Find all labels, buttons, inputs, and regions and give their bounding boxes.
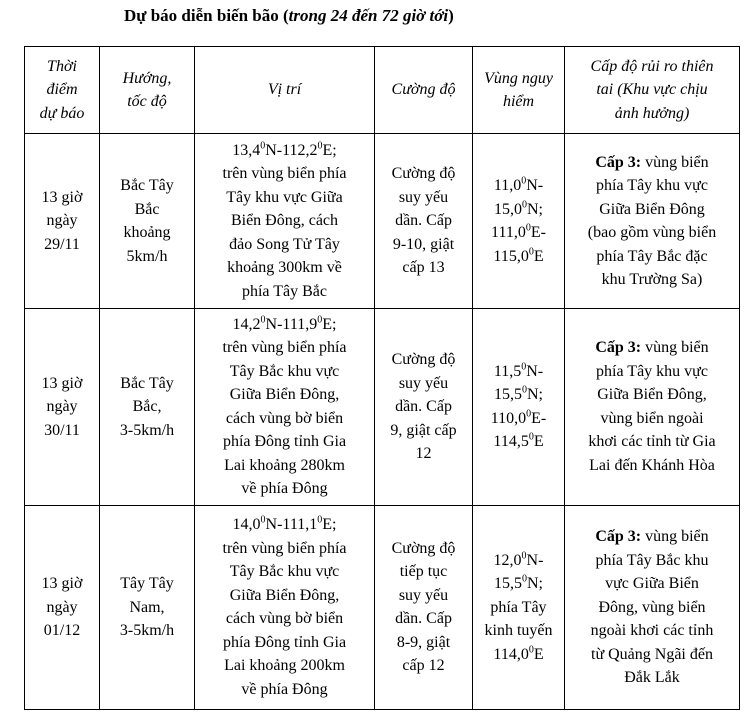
cell-danger-zone — [473, 505, 565, 709]
cell-position-line: Lai khoảng 200km — [224, 657, 345, 675]
cell-risk-level-line: Lai đến Khánh Hòa — [589, 456, 715, 474]
header-risk-level-line: Cấp độ rủi ro thiên — [590, 57, 714, 75]
cell-intensity-line: Cường độ — [391, 539, 456, 557]
cell-position-line: cách vùng bờ biển — [225, 610, 344, 628]
cell-direction-line: Bắc — [134, 200, 160, 218]
cell-danger-zone-line: 114,5$^0$E — [493, 432, 544, 451]
cell-risk-level-line: phía Tây Bắc khu — [595, 551, 709, 569]
cell-danger-zone-line: 15,5$^0$N; — [494, 385, 543, 404]
cell-risk-level-line: Đông, vùng biển — [598, 598, 706, 616]
cell-position-line: về phía Đông — [241, 480, 328, 498]
risk-level-label: Cấp 3: — [595, 153, 642, 171]
table-body — [25, 134, 740, 710]
cell-risk-level — [565, 309, 740, 505]
header-intensity-line: Cường độ — [391, 81, 456, 99]
cell-risk-level-line: ngoài khơi các tỉnh — [590, 622, 714, 640]
header-time-line: điểm — [46, 81, 78, 99]
cell-intensity-line: 8-9, giật — [396, 633, 451, 651]
cell-risk-level-line: khu Trường Sa) — [601, 271, 703, 289]
cell-time — [25, 505, 100, 709]
cell-intensity-line: 9-10, giật — [392, 235, 455, 253]
header-position-line: Vị trí — [267, 81, 302, 99]
cell-risk-level — [565, 134, 740, 309]
cell-intensity-line: 9, giật cấp — [390, 421, 457, 439]
cell-time-line: 30/11 — [44, 421, 80, 439]
cell-direction-line: Nam, — [129, 598, 165, 616]
cell-risk-level-line: (bao gồm vùng biển — [587, 224, 717, 242]
cell-intensity — [375, 134, 473, 309]
cell-danger-zone-line: 115,0$^0$E — [493, 246, 544, 265]
cell-danger-zone-line: 11,0$^0$N- — [493, 175, 544, 195]
risk-level-label: Cấp 3: — [595, 339, 642, 357]
cell-intensity-line: dần. Cấp — [395, 610, 452, 628]
cell-risk-level-line: Giữa Biển Đông — [599, 200, 705, 218]
header-danger-zone-line: hiểm — [502, 93, 535, 110]
header-time-line: dự báo — [39, 104, 85, 122]
cell-position-line: Tây Bắc khu vực — [229, 563, 340, 581]
cell-direction-line: Bắc, — [132, 398, 162, 416]
cell-intensity-line: dần. Cấp — [395, 212, 452, 230]
cell-intensity — [375, 309, 473, 505]
cell-intensity-line: cấp 12 — [402, 657, 445, 675]
cell-risk-level-line: phía Tây Bắc đặc — [596, 247, 708, 265]
header-intensity — [375, 47, 473, 134]
cell-time-line: ngày — [46, 398, 78, 416]
cell-direction — [100, 309, 195, 505]
cell-direction — [100, 505, 195, 709]
header-direction-line: Hướng, — [122, 69, 172, 87]
cell-position-line: 13,4$^0$N-112,2$^0$E; — [232, 140, 337, 159]
cell-time-line: ngày — [46, 598, 78, 616]
title-italic: trong 24 đến 72 giờ tới — [288, 6, 449, 25]
page-title — [124, 6, 454, 26]
table-row — [25, 309, 740, 505]
cell-time-line: ngày — [46, 212, 78, 230]
cell-intensity-line: 12 — [415, 445, 432, 463]
cell-position-line: Giữa Biển Đông, — [229, 386, 340, 404]
cell-danger-zone-line: 15,5$^0$N; — [494, 573, 543, 593]
cell-danger-zone-line: 12,0$^0$N- — [493, 550, 544, 569]
cell-position-line: Biển Đông, cách — [230, 212, 339, 230]
cell-risk-level-line: Cấp 3: vùng biển — [595, 153, 709, 171]
cell-risk-level-line: Giữa Biển Đông, — [597, 386, 707, 404]
cell-position-line: cách vùng bờ biển — [225, 409, 344, 427]
cell-risk-level-line: vực Giữa Biển — [605, 575, 699, 593]
cell-time-line: 13 giờ — [41, 374, 83, 392]
header-position — [195, 47, 375, 134]
cell-time — [25, 134, 100, 309]
cell-danger-zone — [473, 309, 565, 505]
cell-position-line: trên vùng biển phía — [222, 539, 347, 557]
cell-intensity-line: Cường độ — [391, 165, 456, 183]
cell-danger-zone-line: phía Tây — [490, 598, 547, 616]
cell-direction-line: 3-5km/h — [119, 622, 175, 640]
cell-intensity — [375, 505, 473, 709]
cell-risk-level-line: phía Tây khu vực — [596, 177, 708, 195]
cell-position-line: Tây khu vực Giữa — [226, 188, 343, 206]
header-risk-level — [565, 47, 740, 134]
cell-position-line: phía Đông tỉnh Gia — [222, 433, 347, 451]
title-main: Dự báo diễn biến bão ( — [124, 6, 289, 25]
header-danger-zone-line: Vùng nguy — [484, 69, 553, 87]
cell-time-line: 13 giờ — [41, 188, 83, 206]
cell-direction — [100, 134, 195, 309]
header-time — [25, 47, 100, 134]
cell-position-line: Giữa Biển Đông, — [229, 586, 340, 604]
cell-position — [195, 309, 375, 505]
cell-position-line: Tây Bắc khu vực — [229, 362, 340, 380]
cell-position-line: phía Tây Bắc — [241, 282, 327, 300]
cell-time-line: 13 giờ — [41, 575, 83, 593]
cell-direction-line: Bắc Tây — [120, 177, 174, 195]
cell-time-line: 29/11 — [44, 235, 80, 253]
title-close: ) — [448, 6, 454, 25]
forecast-table — [24, 46, 740, 710]
table-header-row — [25, 47, 740, 134]
cell-direction-line: khoảng — [123, 224, 171, 242]
table-row — [25, 134, 740, 309]
cell-position — [195, 505, 375, 709]
cell-time — [25, 309, 100, 505]
cell-danger-zone-line: 111,0$^0$E- — [491, 222, 546, 242]
cell-intensity-line: suy yếu — [398, 188, 449, 206]
cell-danger-zone — [473, 134, 565, 309]
cell-risk-level-line: Cấp 3: vùng biển — [595, 528, 709, 546]
cell-position — [195, 134, 375, 309]
cell-direction-line: 5km/h — [126, 247, 168, 265]
table-row — [25, 505, 740, 709]
cell-risk-level-line: từ Quảng Ngãi đến — [591, 645, 713, 663]
cell-position-line: phía Đông tỉnh Gia — [222, 633, 347, 651]
cell-risk-level-line: phía Tây khu vực — [596, 362, 708, 380]
header-time-line: Thời — [47, 57, 77, 75]
cell-time-line: 01/12 — [43, 622, 81, 640]
cell-risk-level-line: Cấp 3: vùng biển — [595, 339, 709, 357]
header-danger-zone — [473, 47, 565, 134]
cell-intensity-line: suy yếu — [398, 374, 449, 392]
cell-position-line: trên vùng biển phía — [222, 339, 347, 357]
cell-position-line: Lai khoảng 280km — [224, 456, 345, 474]
cell-position-line: trên vùng biển phía — [222, 165, 347, 183]
cell-direction-line: Tây Tây — [120, 575, 174, 593]
header-risk-level-line: ảnh hưởng) — [614, 104, 690, 122]
cell-risk-level-line: vùng biển ngoài — [600, 409, 704, 427]
cell-position-line: đảo Song Tử Tây — [229, 235, 340, 253]
risk-level-label: Cấp 3: — [595, 528, 642, 546]
header-direction-line: tốc độ — [127, 93, 167, 110]
cell-danger-zone-line: 114,0$^0$E — [493, 644, 544, 663]
cell-intensity-line: Cường độ — [391, 351, 456, 369]
cell-position-line: 14,2$^0$N-111,9$^0$E; — [232, 314, 337, 333]
cell-danger-zone-line: 15,0$^0$N; — [494, 199, 543, 218]
cell-danger-zone-line: kinh tuyến — [484, 622, 553, 640]
cell-position-line: về phía Đông — [241, 680, 328, 698]
cell-direction-line: Bắc Tây — [120, 374, 174, 392]
cell-direction-line: 3-5km/h — [119, 421, 175, 439]
cell-risk-level-line: Đắk Lắk — [624, 669, 680, 687]
cell-danger-zone-line: 11,5$^0$N- — [493, 361, 544, 380]
cell-risk-level-line: khơi các tỉnh từ Gia — [588, 433, 716, 451]
cell-danger-zone-line: 110,0$^0$E- — [490, 408, 547, 427]
cell-position-line: khoảng 300km về — [227, 259, 342, 277]
cell-intensity-line: suy yếu — [398, 586, 449, 604]
cell-intensity-line: cấp 13 — [402, 259, 445, 277]
cell-intensity-line: dần. Cấp — [395, 398, 452, 416]
cell-position-line: 14,0$^0$N-111,1$^0$E; — [232, 514, 337, 534]
header-direction — [100, 47, 195, 134]
cell-intensity-line: tiếp tục — [399, 563, 448, 581]
cell-risk-level — [565, 505, 740, 709]
header-risk-level-line: tai (Khu vực chịu — [596, 81, 708, 99]
